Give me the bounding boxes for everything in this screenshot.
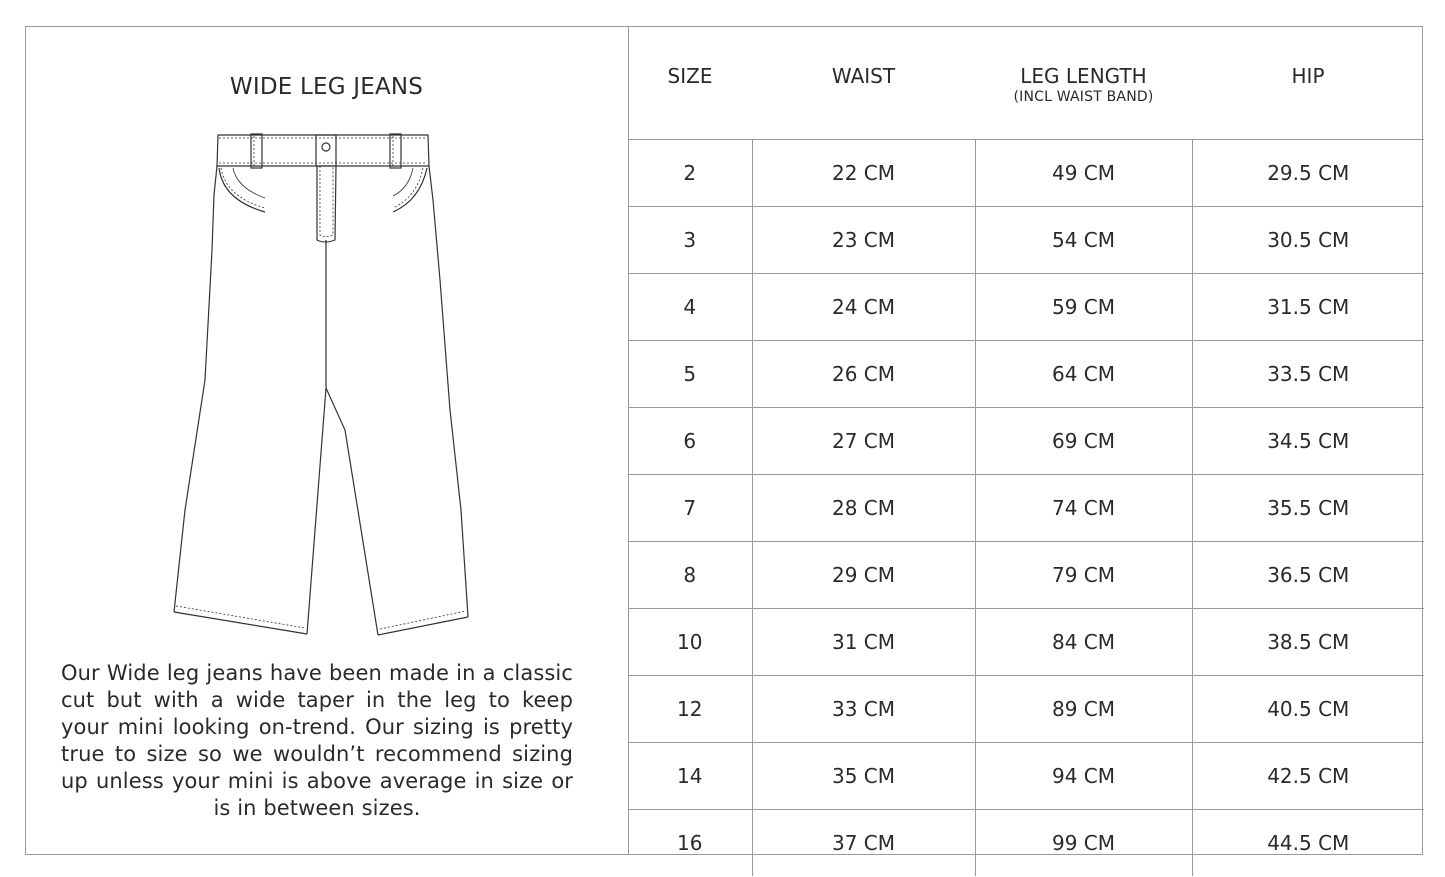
cell-size: 5	[628, 341, 752, 408]
cell-leg-length: 54 CM	[975, 207, 1192, 274]
cell-size: 6	[628, 408, 752, 475]
cell-leg-length: 49 CM	[975, 140, 1192, 207]
product-panel	[25, 26, 628, 855]
wide-leg-jeans-illustration	[165, 130, 475, 640]
table-row	[628, 274, 1424, 341]
cell-hip: 34.5 CM	[1192, 408, 1424, 475]
size-chart-table	[628, 26, 1424, 876]
cell-leg-length: 89 CM	[975, 676, 1192, 743]
table-row	[628, 207, 1424, 274]
cell-waist: 37 CM	[752, 810, 975, 877]
cell-leg-length: 84 CM	[975, 609, 1192, 676]
table-row	[628, 810, 1424, 877]
cell-size: 3	[628, 207, 752, 274]
cell-leg-length: 94 CM	[975, 743, 1192, 810]
cell-hip: 33.5 CM	[1192, 341, 1424, 408]
cell-waist: 31 CM	[752, 609, 975, 676]
cell-size: 12	[628, 676, 752, 743]
cell-size: 2	[628, 140, 752, 207]
cell-size: 4	[628, 274, 752, 341]
cell-size: 7	[628, 475, 752, 542]
header-size: SIZE	[628, 26, 752, 140]
cell-leg-length: 99 CM	[975, 810, 1192, 877]
cell-leg-length: 74 CM	[975, 475, 1192, 542]
cell-size: 10	[628, 609, 752, 676]
table-row	[628, 609, 1424, 676]
header-leg-length	[975, 26, 1192, 140]
header-leg-length-note: (INCL WAIST BAND)	[1013, 89, 1154, 105]
cell-hip: 40.5 CM	[1192, 676, 1424, 743]
cell-waist: 29 CM	[752, 542, 975, 609]
cell-hip: 42.5 CM	[1192, 743, 1424, 810]
product-title: WIDE LEG JEANS	[229, 74, 424, 100]
table-row	[628, 475, 1424, 542]
cell-leg-length: 69 CM	[975, 408, 1192, 475]
cell-size: 16	[628, 810, 752, 877]
cell-leg-length: 79 CM	[975, 542, 1192, 609]
table-row	[628, 140, 1424, 207]
table-header-row	[628, 26, 1424, 140]
table-row	[628, 743, 1424, 810]
cell-hip: 31.5 CM	[1192, 274, 1424, 341]
cell-hip: 44.5 CM	[1192, 810, 1424, 877]
cell-waist: 27 CM	[752, 408, 975, 475]
cell-waist: 33 CM	[752, 676, 975, 743]
cell-hip: 30.5 CM	[1192, 207, 1424, 274]
cell-waist: 23 CM	[752, 207, 975, 274]
cell-hip: 36.5 CM	[1192, 542, 1424, 609]
cell-waist: 35 CM	[752, 743, 975, 810]
cell-waist: 28 CM	[752, 475, 975, 542]
table-row	[628, 676, 1424, 743]
header-waist: WAIST	[752, 26, 975, 140]
header-leg-length-label: LEG LENGTH	[1020, 64, 1147, 88]
cell-leg-length: 59 CM	[975, 274, 1192, 341]
cell-hip: 35.5 CM	[1192, 475, 1424, 542]
cell-size: 8	[628, 542, 752, 609]
header-hip: HIP	[1192, 26, 1424, 140]
product-description: Our Wide leg jeans have been made in a classic cut but with a wide taper in the leg to keep your mini looking on-trend. Our sizing is pretty true to size so we wouldn’t recommend sizing up unless your mini is above average in size or is in between sizes.	[61, 661, 573, 820]
cell-size: 14	[628, 743, 752, 810]
cell-hip: 29.5 CM	[1192, 140, 1424, 207]
cell-leg-length: 64 CM	[975, 341, 1192, 408]
cell-hip: 38.5 CM	[1192, 609, 1424, 676]
cell-waist: 26 CM	[752, 341, 975, 408]
table-row	[628, 341, 1424, 408]
cell-waist: 22 CM	[752, 140, 975, 207]
table-row	[628, 408, 1424, 475]
cell-waist: 24 CM	[752, 274, 975, 341]
table-row	[628, 542, 1424, 609]
